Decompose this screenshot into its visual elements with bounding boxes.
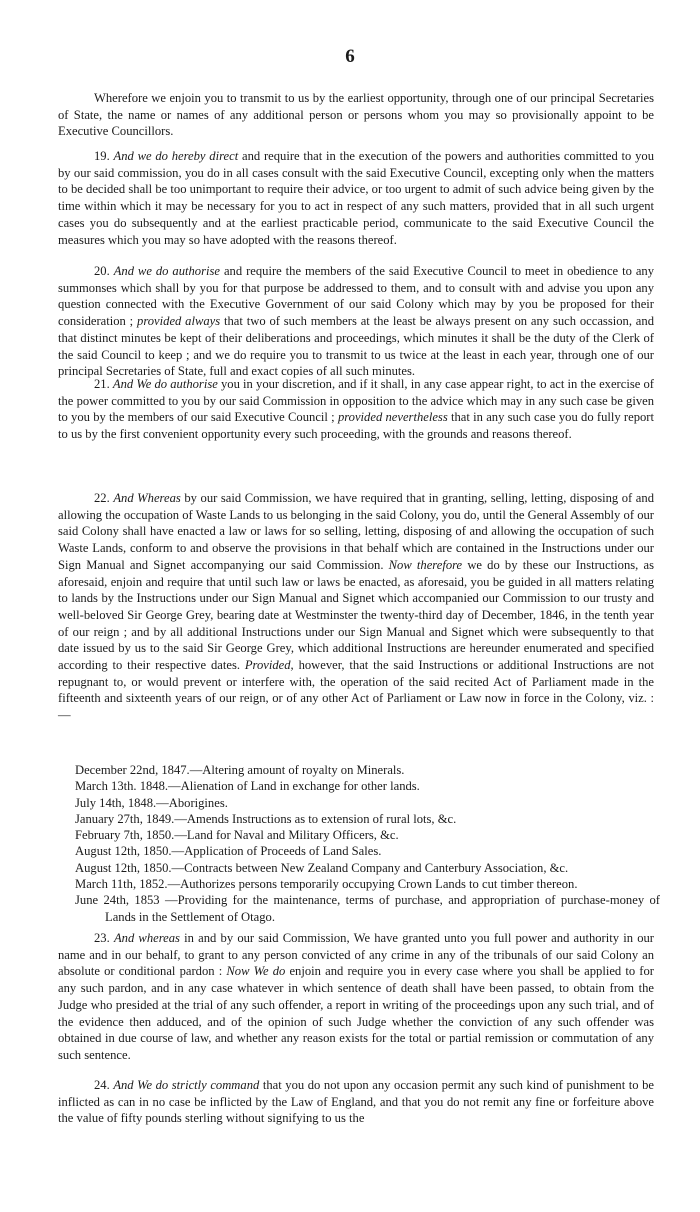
paragraph-21 — [58, 376, 654, 443]
paragraph-number: 21. — [94, 377, 110, 391]
paragraph-22 — [58, 490, 654, 724]
list-item: August 12th, 1850.—Application of Proceeds of Land Sales. — [75, 844, 382, 859]
list-item: July 14th, 1848.—Aborigines. — [75, 795, 228, 810]
paragraph-italic: provided always — [137, 314, 221, 329]
paragraph-text: we do by these our Instructions, as aforesaid, enjoin and require that until such law or laws be enacted, as aforesaid, you be guided in all matters relating to lands by the Instructions under our Sign Manual and Signet which accompanied our Commission to our trusty and well-beloved Sir George Grey, bearing date at Westminster the twenty-third day of December, 1846, in the tenth year of our reign ; and by all additional Instructions under our Sign Manual and Signet which were subsequently to that date issued by us to the said Sir George Grey, which additional Instructions are hereunder enumerated and specified according to their respective dates. — [58, 557, 654, 673]
paragraph-text: that you do not upon any occasion permit any such kind of punishment to be inflicted as can in no case be inflicted by the Law of England, and that you do not remit any fine or forfeiture above the value of fifty pounds sterling without signifying to us the — [58, 1078, 655, 1126]
paragraph-number: 24. — [94, 1078, 110, 1092]
intro-text: Wherefore we enjoin you to transmit to us by the earliest opportunity, through one of our principal Secretaries of State, the name or names of any additional person or persons whom you may so provisionally appoint to be Executive Councillors. — [58, 91, 654, 139]
paragraph-text: that in any such case you do fully report to us by the first convenient opportunity every such proceeding, with the grounds and reasons thereof. — [58, 410, 654, 442]
paragraph-text: that two of such members at the least be always present on any such occassion, and that distinct minutes be kept of their deliberations and proceedings, which minutes it shall be the duty of the Clerk of the said Council to keep ; and we do require you to transmit to us twice at the least in each year, through one of our principal Secretaries of State, full and exact copies of all such minutes. — [58, 314, 654, 379]
list-item: December 22nd, 1847.—Altering amount of royalty on Minerals. — [75, 763, 405, 777]
paragraph-text: in and by our said Commission, We have granted unto you full power and authority in our name and in our behalf, to grant to any person convicted of any crime in any of the tribunals of our said Colony an absolute or conditional pardon : — [58, 931, 654, 979]
list-item: February 7th, 1850.—Land for Naval and Military Officers, &c. — [75, 828, 399, 843]
paragraph-23 — [58, 930, 654, 1064]
list-item: January 27th, 1849.—Amends Instructions as to extension of rural lots, &c. — [75, 811, 457, 826]
paragraph-lead: And We do strictly command — [113, 1078, 260, 1092]
paragraph-19 — [58, 148, 654, 248]
list-item: August 12th, 1850.—Contracts between New Zealand Company and Canterbury Association, &c. — [75, 860, 569, 875]
page-number: 6 — [345, 46, 355, 67]
paragraph-text: and require the members of the said Executive Council to meet in obedience to any summonses which shall by you for that purpose be addressed to them, and to consult with and advise you upon any question connected with the Executive Government of our said Colony which may by you be proposed for their consideration ; — [58, 264, 654, 329]
paragraph-text: and require that in the execution of the powers and authorities committed to you by our said commission, you do in all cases consult with the said Executive Council, excepting only when the matters to be decided shall be too unimportant to require their advice, or too urgent to admit of such advice being given by the time within which it may be necessary for you to act in respect of any such matters, provided that in all such urgent cases you do subsequently and at the earliest practicable period, communicate to the said Executive Council the measures which you may so have adopted with the reasons thereof. — [58, 149, 655, 247]
paragraph-number: 22. — [94, 491, 110, 505]
paragraph-text: by our said Commission, we have required that in granting, selling, letting, disposing of and allowing the occupation of Waste Lands to us belonging in the said Colony, you do, until the General Assembly of our said Colony shall have enacted a law or laws for so selling, letting, disposing of and allowing the occupation of such Waste Lands, conform to and observe the provisions in that behalf which are contained in the Instructions under our Sign Manual and Signet accompanying our said Commission. — [58, 491, 654, 572]
paragraph-24 — [58, 1077, 654, 1127]
paragraph-italic: provided nevertheless — [337, 410, 448, 425]
list-item: March 13th. 1848.—Alienation of Land in exchange for other lands. — [75, 779, 420, 794]
paragraph-intro — [58, 90, 654, 140]
paragraph-italic: Now therefore — [388, 557, 463, 572]
paragraph-number: 19. — [94, 149, 110, 163]
paragraph-lead: And we do authorise — [113, 264, 220, 278]
paragraph-lead: And we do hereby direct — [113, 149, 239, 163]
paragraph-italic: Now We do — [226, 964, 286, 979]
paragraph-text: enjoin and require you in every case where you shall be applied to for any such pardon, and in any case whatever in which sentence of death shall have been passed, to obtain from the Judge who presided at the trial of any such offender, a report in writing of the proceedings upon any such trial, and of the evidence then adduced, and of the opinion of such Judge whether the conviction of any such offender was obtained in due course of law, and whether any reason exists for the total or partial remission or commutation of any such sentence. — [58, 964, 654, 1062]
paragraph-20 — [58, 263, 654, 380]
paragraph-lead: And We do authorise — [112, 377, 218, 391]
paragraph-number: 20. — [94, 264, 110, 278]
list-item: June 24th, 1853 —Providing for the maintenance, terms of purchase, and appropriation of purchase-money of Lands in the Settlement of Otago. — [75, 893, 660, 924]
paragraph-number: 23. — [94, 931, 110, 945]
paragraph-lead: And whereas — [113, 931, 180, 945]
list-item: March 11th, 1852.—Authorizes persons temporarily occupying Crown Lands to cut timber thereon. — [75, 877, 578, 892]
paragraph-text: however, that the said Instructions or additional Instructions are not repugnant to, or would prevent or interfere with, the operation of the said recited Act of Parliament made in the fifteenth and sixteenth years of our reign, or of any other Act of Parliament or Law now in force in the Colony, viz. :— — [58, 658, 655, 723]
paragraph-lead: And Whereas — [113, 491, 181, 505]
instructions-list — [75, 762, 660, 925]
paragraph-italic: Provided, — [244, 658, 294, 673]
paragraph-text: you in your discretion, and if it shall, in any case appear right, to act in the exercise of the power committed to you by our said Commission in opposition to the advice which may in any such case be given to you by the members of our said Executive Council ; — [58, 377, 654, 425]
